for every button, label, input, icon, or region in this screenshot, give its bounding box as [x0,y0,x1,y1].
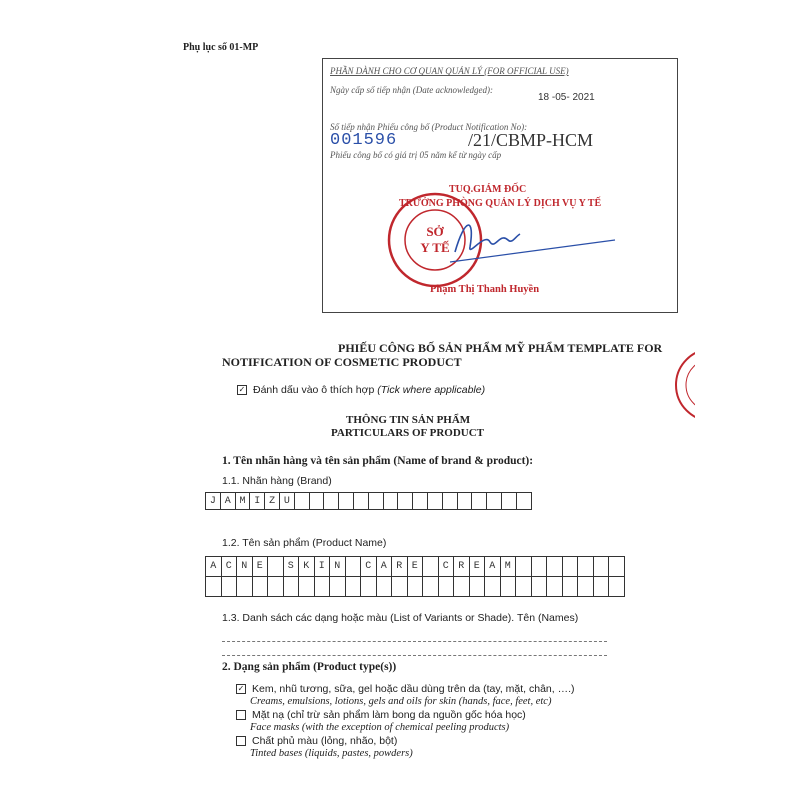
product-type-item [236,735,397,747]
particulars-vi: THÔNG TIN SẢN PHẨM [346,414,471,426]
char-cell [517,493,532,510]
partial-seal-icon [672,345,695,425]
char-cell [594,577,610,597]
char-cell: E [408,557,424,577]
char-cell: E [470,557,486,577]
char-cell [330,577,346,597]
tick-note [237,384,485,396]
variants-line [222,641,607,642]
svg-text:Y TẾ: Y TẾ [420,240,450,255]
char-cell [346,577,362,597]
char-cell: C [439,557,455,577]
char-cell [578,577,594,597]
product-type-en: Tinted bases (liquids, pastes, powders) [250,748,413,759]
notification-label: Số tiếp nhận Phiếu công bố (Product Notification No): [330,122,528,132]
notification-number: 001596 [330,131,398,150]
char-cell [439,577,455,597]
date-value: 18 -05- 2021 [538,92,595,103]
signer-department: TRƯỞNG PHÒNG QUẢN LÝ DỊCH VỤ Y TẾ [399,198,602,209]
product-type-vi: Kem, nhũ tương, sữa, gel hoặc dầu dùng trên da (tay, mặt, chân, ….) [252,683,575,695]
char-cell [443,493,458,510]
tick-note-en: (Tick where applicable) [377,384,486,396]
char-cell: Z [265,493,280,510]
signature-icon [440,212,620,272]
product-type-vi: Mặt nạ (chỉ trừ sản phẩm làm bong da nguồn gốc hóa học) [252,709,526,721]
char-cell [268,557,284,577]
char-cell: A [221,493,236,510]
char-cell [413,493,428,510]
product-type-item [236,709,526,721]
char-cell [516,577,532,597]
char-cell: S [284,557,300,577]
char-cell: J [206,493,221,510]
char-cell [485,577,501,597]
char-cell: E [253,557,269,577]
char-cell [470,577,486,597]
char-cell: N [330,557,346,577]
char-cell [532,557,548,577]
section1-heading: 1. Tên nhãn hàng và tên sản phẩm (Name of brand & product): [222,455,534,467]
char-cell [324,493,339,510]
variants-label: 1.3. Danh sách các dạng hoặc màu (List of Variants or Shade). Tên (Names) [222,612,579,624]
char-cell [563,557,579,577]
brand-grid [205,492,532,510]
char-cell [346,557,362,577]
char-cell [253,577,269,597]
validity-note: Phiếu công bố có giá trị 05 năm kể từ ngày cấp [330,150,502,160]
char-cell [299,577,315,597]
appendix-label: Phụ lục số 01-MP [183,42,259,53]
tick-note-vi: Đánh dấu vào ô thích hợp [253,384,375,396]
official-header: PHẦN DÀNH CHO CƠ QUAN QUẢN LÝ (FOR OFFICIAL USE) [330,66,569,76]
char-cell [315,577,331,597]
char-cell [369,493,384,510]
product-name-row [206,577,625,597]
char-cell: R [454,557,470,577]
char-cell: K [299,557,315,577]
svg-text:SỞ: SỞ [426,224,444,239]
product-type-item [236,683,575,695]
checkbox-icon[interactable] [236,736,246,746]
char-cell [206,577,222,597]
date-label: Ngày cấp số tiếp nhận (Date acknowledged): [330,85,493,95]
char-cell [237,577,253,597]
char-cell [268,577,284,597]
product-type-en: Face masks (with the exception of chemical peeling products) [250,722,510,733]
checkbox-checked-icon[interactable]: ✓ [237,684,245,694]
char-cell [609,577,625,597]
char-cell: C [361,557,377,577]
char-cell: M [236,493,251,510]
char-cell [487,493,502,510]
char-cell: A [485,557,501,577]
char-cell: C [222,557,238,577]
char-cell [354,493,369,510]
char-cell: I [250,493,265,510]
char-cell [423,577,439,597]
signer-name: Phạm Thị Thanh Huyền [430,284,540,295]
char-cell [310,493,325,510]
char-cell [423,557,439,577]
checkbox-icon[interactable] [236,710,246,720]
char-cell [502,493,517,510]
product-name-label: 1.2. Tên sản phẩm (Product Name) [222,537,387,549]
char-cell: U [280,493,295,510]
char-cell [516,557,532,577]
char-cell [594,557,610,577]
char-cell [458,493,473,510]
product-type-en: Creams, emulsions, lotions, gels and oils for skin (hands, face, feet, etc) [250,696,552,707]
char-cell [609,557,625,577]
char-cell [547,577,563,597]
form-title-line1: PHIẾU CÔNG BỐ SẢN PHẨM MỸ PHẨM TEMPLATE FOR [338,341,663,355]
product-type-vi: Chất phủ màu (lỏng, nhão, bột) [252,735,398,747]
variants-line [222,655,607,656]
char-cell: A [206,557,222,577]
char-cell: M [501,557,517,577]
section2-heading: 2. Dạng sản phẩm (Product type(s)) [222,661,397,673]
char-cell [563,577,579,597]
particulars-en: PARTICULARS OF PRODUCT [331,427,485,439]
char-cell [501,577,517,597]
char-cell [377,577,393,597]
char-cell [454,577,470,597]
brand-label: 1.1. Nhãn hàng (Brand) [222,475,332,487]
char-cell [392,577,408,597]
char-cell [339,493,354,510]
signer-title: TUQ.GIÁM ĐỐC [449,184,527,195]
notification-suffix: /21/CBMP-HCM [468,130,594,150]
char-cell [428,493,443,510]
char-cell: N [237,557,253,577]
char-cell: I [315,557,331,577]
char-cell [547,557,563,577]
checkbox-checked-icon: ✓ [238,385,246,395]
char-cell [284,577,300,597]
char-cell [384,493,399,510]
char-cell [578,557,594,577]
char-cell [408,577,424,597]
char-cell: A [377,557,393,577]
char-cell [472,493,487,510]
product-name-grid [205,556,625,597]
char-cell [361,577,377,597]
product-name-row [206,557,625,577]
form-title-line2: NOTIFICATION OF COSMETIC PRODUCT [222,355,462,369]
char-cell [398,493,413,510]
char-cell [222,577,238,597]
char-cell: R [392,557,408,577]
char-cell [532,577,548,597]
char-cell [295,493,310,510]
